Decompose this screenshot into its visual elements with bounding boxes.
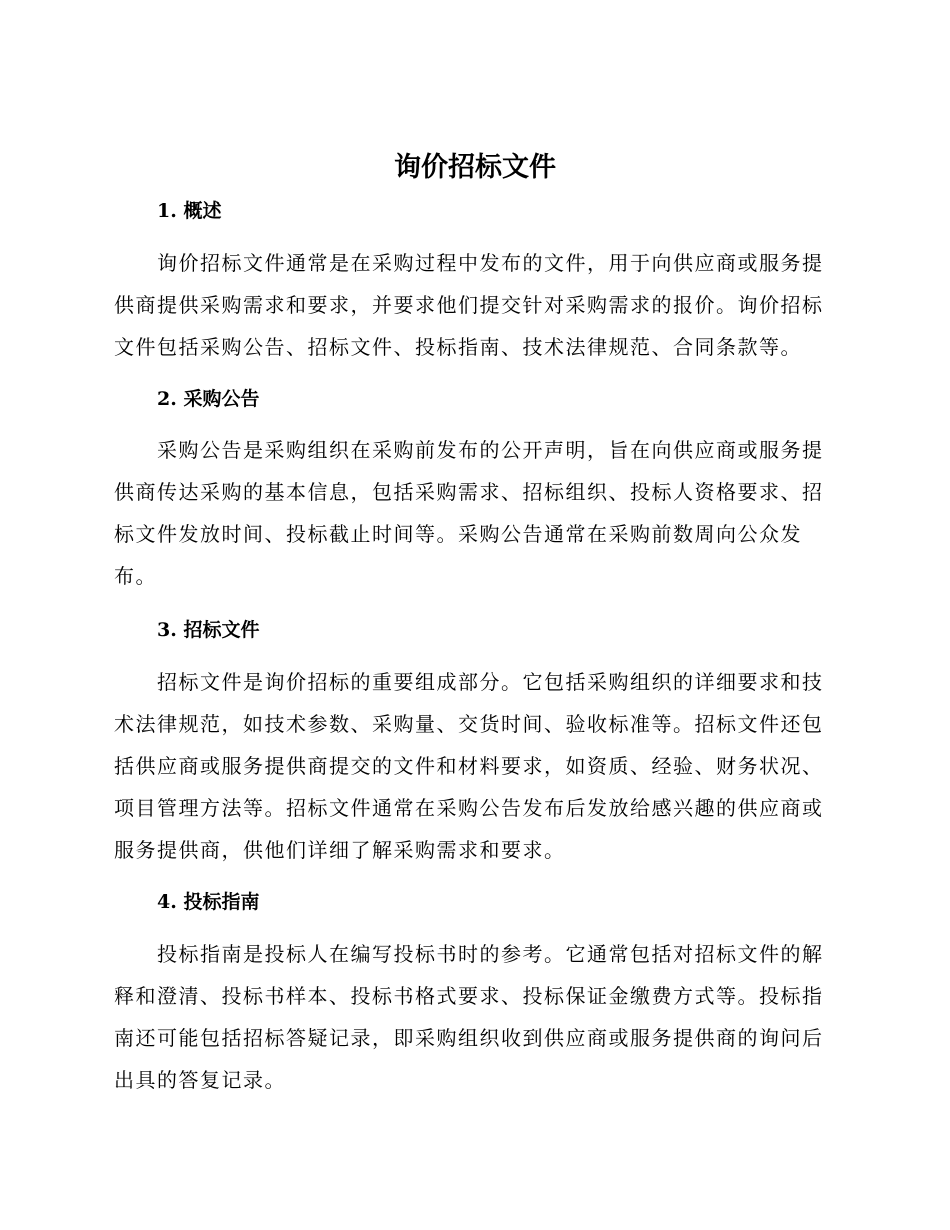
paragraph-line: 文件包括采购公告、招标文件、投标指南、技术法律规范、合同条款等。 — [114, 335, 802, 359]
document-title: 询价招标文件 — [394, 152, 556, 183]
paragraph-line: 出具的答复记录。 — [114, 1068, 286, 1092]
section-paragraph-overview — [114, 242, 834, 368]
section-paragraph-bidding-guide — [114, 933, 834, 1101]
section-heading-procurement-notice: 2. 采购公告 — [157, 388, 260, 410]
paragraph-line: 释和澄清、投标书样本、投标书格式要求、投标保证金缴费方式等。投标指 — [114, 984, 824, 1008]
paragraph-line: 招标文件是询价招标的重要组成部分。它包括采购组织的详细要求和技 — [157, 670, 824, 694]
paragraph-line: 询价招标文件通常是在采购过程中发布的文件，用于向供应商或服务提 — [157, 251, 824, 275]
section-heading-bidding-guide: 4. 投标指南 — [157, 891, 260, 913]
paragraph-line: 南还可能包括招标答疑记录，即采购组织收到供应商或服务提供商的询问后 — [114, 1026, 824, 1050]
paragraph-line: 投标指南是投标人在编写投标书时的参考。它通常包括对招标文件的解 — [157, 942, 824, 966]
section-paragraph-tender-document — [114, 661, 834, 871]
paragraph-line: 术法律规范，如技术参数、采购量、交货时间、验收标准等。招标文件还包 — [114, 712, 824, 736]
paragraph-line: 供商传达采购的基本信息，包括采购需求、招标组织、投标人资格要求、招 — [114, 480, 824, 504]
paragraph-line: 采购公告是采购组织在采购前发布的公开声明，旨在向供应商或服务提 — [157, 438, 824, 462]
section-heading-overview: 1. 概述 — [157, 200, 222, 222]
section-paragraph-procurement-notice — [114, 429, 834, 597]
paragraph-line: 布。 — [114, 564, 157, 588]
paragraph-line: 项目管理方法等。招标文件通常在采购公告发布后发放给感兴趣的供应商或 — [114, 796, 824, 820]
paragraph-line: 服务提供商，供他们详细了解采购需求和要求。 — [114, 838, 566, 862]
section-heading-tender-document: 3. 招标文件 — [157, 619, 260, 641]
paragraph-line: 标文件发放时间、投标截止时间等。采购公告通常在采购前数周向公众发 — [114, 522, 802, 546]
paragraph-line: 供商提供采购需求和要求，并要求他们提交针对采购需求的报价。询价招标 — [114, 293, 824, 317]
paragraph-line: 括供应商或服务提供商提交的文件和材料要求，如资质、经验、财务状况、 — [114, 754, 824, 778]
